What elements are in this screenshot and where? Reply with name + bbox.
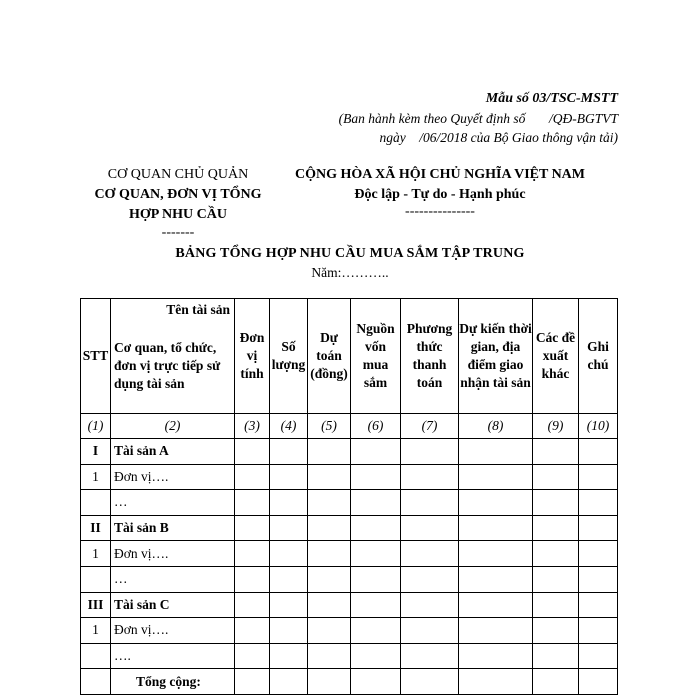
row-name: … bbox=[111, 566, 235, 592]
header-quantity: Số lượng bbox=[270, 299, 308, 414]
row-name: Tài sản B bbox=[111, 515, 235, 541]
header-stt: STT bbox=[81, 299, 111, 414]
col-number: (3) bbox=[235, 414, 270, 439]
col-number: (5) bbox=[308, 414, 351, 439]
header-estimate: Dự toán (đồng) bbox=[308, 299, 351, 414]
motto: Độc lập - Tự do - Hạnh phúc bbox=[354, 187, 526, 202]
row-stt: 1 bbox=[81, 464, 111, 490]
table-header-row bbox=[81, 299, 618, 414]
issued-line-2: ngày /06/2018 của Bộ Giao thông vận tải) bbox=[379, 130, 618, 145]
col-number: (7) bbox=[401, 414, 459, 439]
row-name: Tài sản C bbox=[111, 592, 235, 618]
issued-line-1: (Ban hành kèm theo Quyết định số /QĐ-BGTVT bbox=[338, 111, 618, 126]
summary-table bbox=[80, 298, 618, 695]
document-title: BẢNG TỔNG HỢP NHU CẦU MUA SẮM TẬP TRUNG bbox=[175, 246, 525, 261]
row-stt bbox=[81, 490, 111, 516]
row-name: Tài sản A bbox=[111, 439, 235, 465]
col-number: (6) bbox=[351, 414, 401, 439]
header-proposals: Các đề xuất khác bbox=[533, 299, 579, 414]
form-code: Mẫu số 03/TSC-MSTT bbox=[485, 91, 618, 106]
issued-note bbox=[288, 109, 618, 147]
agency-divider: ------- bbox=[161, 225, 195, 240]
header-asset bbox=[111, 299, 235, 414]
year-line: Năm:……….. bbox=[311, 265, 389, 280]
row-stt: II bbox=[81, 515, 111, 541]
header-funding: Nguồn vốn mua sắm bbox=[351, 299, 401, 414]
row-name: …. bbox=[111, 643, 235, 669]
row-name: … bbox=[111, 490, 235, 516]
national-divider: --------------- bbox=[405, 204, 475, 219]
agency-name-line-1: CƠ QUAN, ĐƠN VỊ TỔNG bbox=[94, 187, 262, 202]
table-row bbox=[81, 566, 618, 592]
col-number: (2) bbox=[111, 414, 235, 439]
col-number: (4) bbox=[270, 414, 308, 439]
national-header bbox=[282, 165, 598, 219]
row-stt bbox=[81, 643, 111, 669]
row-stt: I bbox=[81, 439, 111, 465]
row-stt: III bbox=[81, 592, 111, 618]
table-row bbox=[81, 541, 618, 567]
table-row bbox=[81, 439, 618, 465]
agency-header bbox=[78, 165, 278, 241]
row-name: Đơn vị…. bbox=[111, 618, 235, 644]
country-name: CỘNG HÒA XÃ HỘI CHỦ NGHĨA VIỆT NAM bbox=[294, 167, 585, 182]
header-payment: Phương thức thanh toán bbox=[401, 299, 459, 414]
header-delivery: Dự kiến thời gian, địa điểm giao nhận tài sản bbox=[459, 299, 533, 414]
row-stt: 1 bbox=[81, 541, 111, 567]
header-notes: Ghi chú bbox=[579, 299, 618, 414]
table-row bbox=[81, 490, 618, 516]
col-number: (9) bbox=[533, 414, 579, 439]
row-stt bbox=[81, 566, 111, 592]
table-row bbox=[81, 592, 618, 618]
total-row bbox=[81, 669, 618, 695]
table-row bbox=[81, 618, 618, 644]
total-label: Tổng cộng: bbox=[111, 669, 235, 695]
table-row bbox=[81, 464, 618, 490]
table-row bbox=[81, 643, 618, 669]
row-name: Đơn vị…. bbox=[111, 464, 235, 490]
row-name: Đơn vị…. bbox=[111, 541, 235, 567]
header-unit: Đơn vị tính bbox=[235, 299, 270, 414]
table-row bbox=[81, 515, 618, 541]
agency-name-line-2: HỢP NHU CẦU bbox=[129, 207, 227, 222]
row-stt: 1 bbox=[81, 618, 111, 644]
parent-agency: CƠ QUAN CHỦ QUẢN bbox=[107, 167, 249, 182]
col-number: (10) bbox=[579, 414, 618, 439]
header-asset-user: Cơ quan, tổ chức, đơn vị trực tiếp sử dụng tài sản bbox=[114, 340, 221, 391]
col-number: (1) bbox=[81, 414, 111, 439]
column-number-row bbox=[81, 414, 618, 439]
header-asset-name: Tên tài sản bbox=[166, 302, 230, 317]
col-number: (8) bbox=[459, 414, 533, 439]
